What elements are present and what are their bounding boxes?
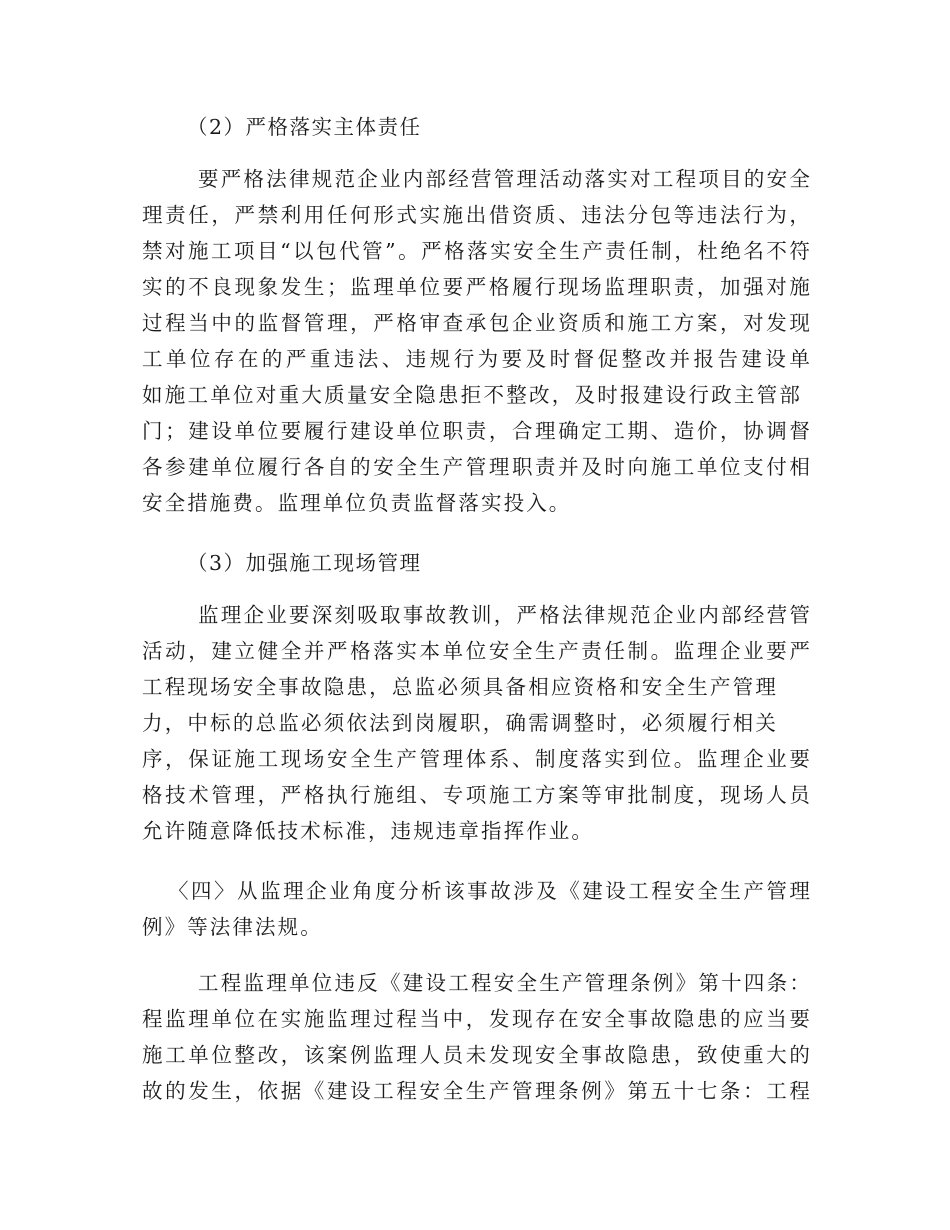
paragraph-line: 理责任，严禁利用任何形式实施出借资质、违法分包等违法行为， (142, 203, 812, 227)
paragraph-line: 允许随意降低技术标准，违规违章指挥作业。 (142, 819, 594, 843)
paragraph-line: 各参建单位履行各自的安全生产管理职责并及时向施工单位支付相 (142, 455, 812, 479)
paragraph-line: 故的发生，依据《建设工程安全生产管理条例》第五十七条：工程 (142, 1079, 812, 1103)
paragraph-line: 〈四〉从监理企业角度分析该事故涉及《建设工程安全生产管理 (168, 879, 812, 903)
paragraph-line: 过程当中的监督管理，严格审查承包企业资质和施工方案，对发现 (142, 311, 812, 335)
section-heading-2: （2）严格落实主体责任 (187, 115, 422, 139)
paragraph-line: 活动，建立健全并严格落实本单位安全生产责任制。监理企业要严 (142, 639, 812, 663)
paragraph-line: 禁对施工项目“以包代管”。严格落实安全生产责任制，杜绝名不符 (142, 239, 812, 263)
paragraph-line: 工程监理单位违反《建设工程安全生产管理条例》第十四条： (198, 971, 812, 995)
paragraph-line: 监理企业要深刻吸取事故教训，严格法律规范企业内部经营管 (198, 603, 812, 627)
paragraph-line: 力，中标的总监必须依法到岗履职，确需调整时，必须履行相关 (142, 711, 778, 735)
paragraph-line: 工单位存在的严重违法、违规行为要及时督促整改并报告建设单 (142, 347, 812, 371)
paragraph-line: 例》等法律法规。 (142, 915, 323, 939)
paragraph-line: 安全措施费。监理单位负责监督落实投入。 (142, 491, 572, 515)
paragraph-line: 实的不良现象发生；监理单位要严格履行现场监理职责，加强对施 (142, 275, 812, 299)
paragraph-line: 序，保证施工现场安全生产管理体系、制度落实到位。监理企业要 (142, 747, 812, 771)
paragraph-line: 格技术管理，严格执行施组、专项施工方案等审批制度，现场人员 (142, 783, 812, 807)
paragraph-line: 施工单位整改，该案例监理人员未发现安全事故隐患，致使重大的 (142, 1043, 812, 1067)
paragraph-line: 要严格法律规范企业内部经营管理活动落实对工程项目的安全 (198, 167, 812, 191)
section-heading-3: （3）加强施工现场管理 (187, 551, 422, 575)
paragraph-line: 如施工单位对重大质量安全隐患拒不整改，及时报建设行政主管部 (142, 383, 802, 407)
paragraph-line: 程监理单位在实施监理过程当中，发现存在安全事故隐患的应当要 (142, 1007, 812, 1031)
paragraph-line: 门；建设单位要履行建设单位职责，合理确定工期、造价，协调督 (142, 419, 812, 443)
paragraph-line: 工程现场安全事故隐患，总监必须具备相应资格和安全生产管理 (142, 675, 778, 699)
